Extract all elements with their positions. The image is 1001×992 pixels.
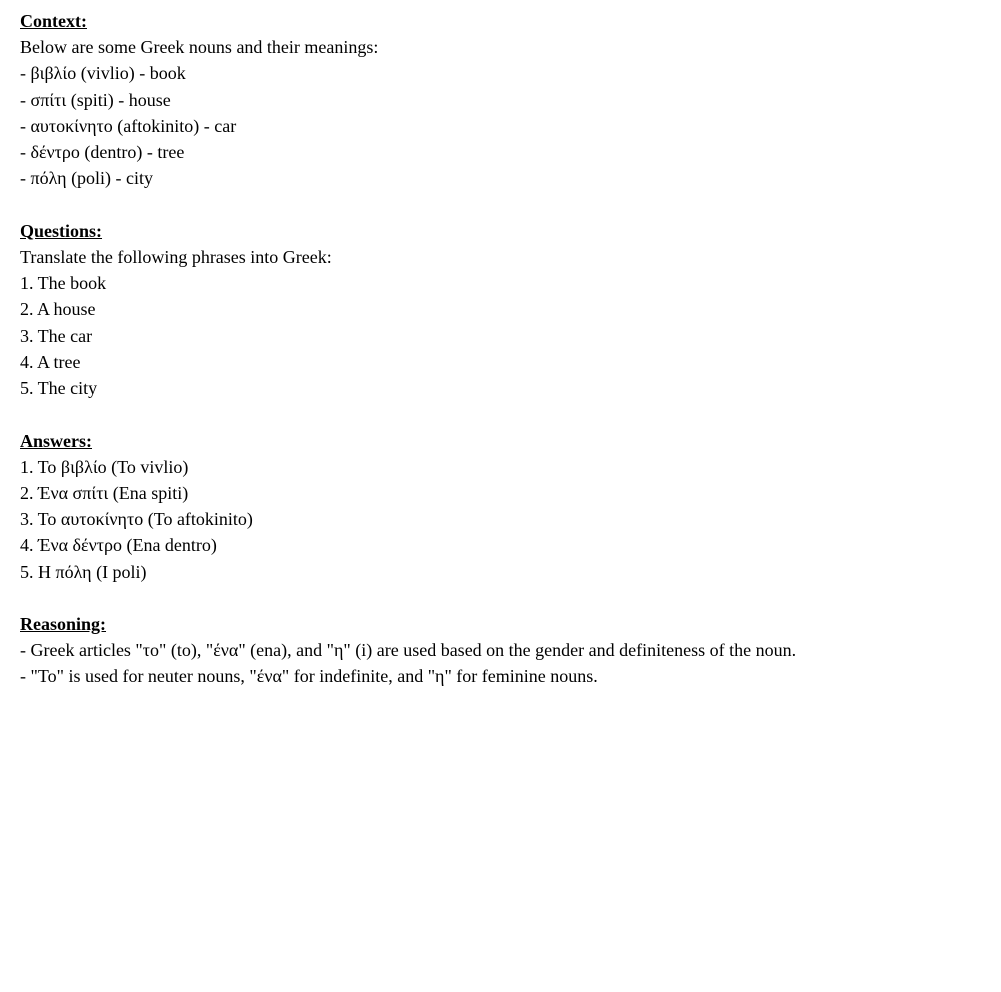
answer-item-3: 3. Το αυτοκίνητο (To aftokinito) bbox=[20, 509, 253, 530]
section-answers bbox=[20, 428, 981, 585]
context-line-intro: Below are some Greek nouns and their meanings: bbox=[20, 37, 379, 57]
question-item-2: 2. A house bbox=[20, 299, 96, 320]
answer-item-2: 2. Ένα σπίτι (Ena spiti) bbox=[20, 482, 189, 503]
reasoning-line-2: - "Το" is used for neuter nouns, "ένα" for indefinite, and "η" for feminine nouns. bbox=[20, 666, 598, 687]
section-heading-reasoning: Reasoning: bbox=[20, 614, 107, 635]
section-reasoning bbox=[20, 611, 981, 690]
question-item-4: 4. A tree bbox=[20, 351, 81, 372]
question-item-3: 3. The car bbox=[20, 325, 93, 346]
section-heading-questions: Questions: bbox=[20, 220, 103, 241]
reasoning-line-1: - Greek articles "το" (to), "ένα" (ena), and "η" (i) are used based on the gender and definiteness of the noun. bbox=[20, 640, 797, 661]
section-heading-answers: Answers: bbox=[20, 430, 92, 451]
spacer-after-context bbox=[20, 192, 981, 218]
section-questions bbox=[20, 218, 981, 402]
context-line-car: - αυτοκίνητο (aftokinito) - car bbox=[20, 115, 237, 136]
spacer-after-answers bbox=[20, 585, 981, 611]
questions-line-intro: Translate the following phrases into Greek: bbox=[20, 246, 332, 267]
section-heading-context: Context: bbox=[20, 11, 87, 31]
context-line-house: - σπίτι (spiti) - house bbox=[20, 89, 171, 110]
spacer-after-questions bbox=[20, 402, 981, 428]
answer-item-5: 5. Η πόλη (I poli) bbox=[20, 561, 147, 582]
context-line-book: - βιβλίο (vivlio) - book bbox=[20, 63, 186, 84]
question-item-5: 5. The city bbox=[20, 378, 98, 399]
section-context bbox=[20, 8, 981, 192]
question-item-1: 1. The book bbox=[20, 273, 107, 294]
answer-item-1: 1. Το βιβλίο (To vivlio) bbox=[20, 456, 189, 477]
context-line-city: - πόλη (poli) - city bbox=[20, 168, 154, 189]
context-line-tree: - δέντρο (dentro) - tree bbox=[20, 142, 185, 163]
answer-item-4: 4. Ένα δέντρο (Ena dentro) bbox=[20, 535, 217, 556]
